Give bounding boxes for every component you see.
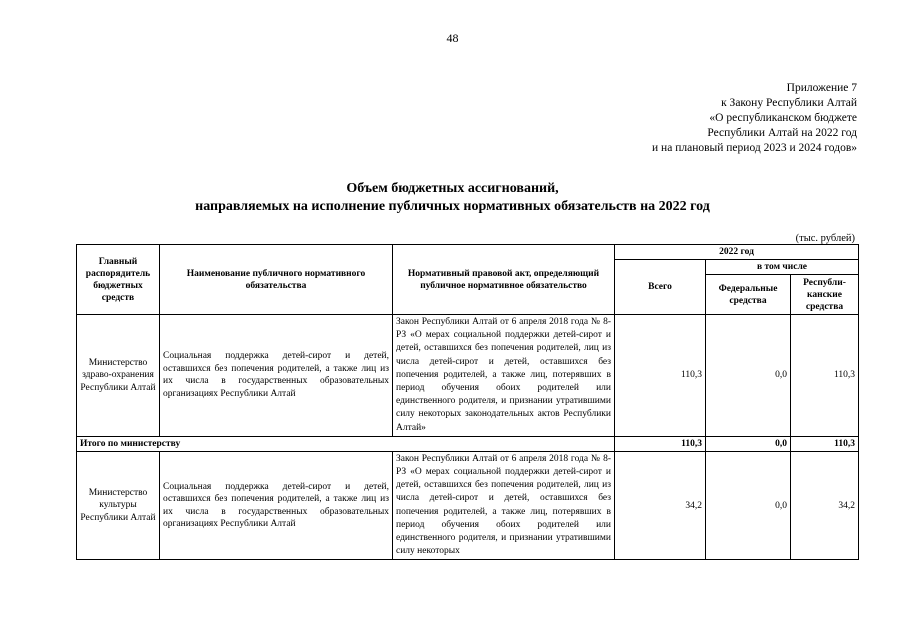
header-republic: Республи-канские средства bbox=[791, 275, 859, 315]
budget-table bbox=[76, 244, 859, 560]
header-law: Нормативный правовой акт, определяющий публичное нормативное обязательство bbox=[393, 245, 615, 315]
cell-law: Закон Республики Алтай от 6 апреля 2018 года № 8-РЗ «О мерах социальной поддержки детей-сирот и детей, оставшихся без попечения родителей, лиц из числа детей-сирот и детей, оставшихся без попечения родителей, а также лиц, потерявших в период обучения обоих родителей или единственного родителя, и признании утратившими силу некоторых законодательных актов Республики Алтай» bbox=[393, 315, 615, 437]
subtotal-total: 110,3 bbox=[615, 436, 706, 451]
subtotal-row bbox=[77, 436, 859, 451]
cell-total: 34,2 bbox=[615, 451, 706, 560]
header-federal: Федеральные средства bbox=[706, 275, 791, 315]
table-row bbox=[77, 315, 859, 437]
cell-republic: 34,2 bbox=[791, 451, 859, 560]
cell-org: Министерство культуры Республики Алтай bbox=[77, 451, 160, 560]
appendix-line: Республики Алтай на 2022 год bbox=[707, 127, 857, 139]
header-org: Главный распорядитель бюджетных средств bbox=[77, 245, 160, 315]
cell-federal: 0,0 bbox=[706, 451, 791, 560]
subtotal-label: Итого по министерству bbox=[77, 436, 615, 451]
appendix-line: и на плановый период 2023 и 2024 годов» bbox=[652, 142, 857, 154]
header-including: в том числе bbox=[706, 260, 859, 275]
subtotal-federal: 0,0 bbox=[706, 436, 791, 451]
cell-law: Закон Республики Алтай от 6 апреля 2018 года № 8-РЗ «О мерах социальной поддержки детей-сирот и детей, оставшихся без попечения родителей, лиц из числа детей-сирот и детей, оставшихся без попечения родителей, а также лиц, потерявших в период обучения обоих родителей или единственного родителя, и признании утратившими силу некоторых bbox=[393, 451, 615, 560]
table-header bbox=[77, 245, 859, 315]
units-label: (тыс. рублей) bbox=[795, 233, 855, 244]
cell-federal: 0,0 bbox=[706, 315, 791, 437]
subtotal-republic: 110,3 bbox=[791, 436, 859, 451]
header-total: Всего bbox=[615, 260, 706, 315]
cell-total: 110,3 bbox=[615, 315, 706, 437]
header-year: 2022 год bbox=[615, 245, 859, 260]
cell-obligation: Социальная поддержка детей-сирот и детей, оставшихся без попечения родителей, а также лиц из их числа в государственных образовательных организациях Республики Алтай bbox=[160, 451, 393, 560]
appendix-line: Приложение 7 bbox=[786, 82, 857, 94]
appendix-line: «О республиканском бюджете bbox=[709, 112, 857, 124]
title-line: направляемых на исполнение публичных нормативных обязательств на 2022 год bbox=[195, 199, 710, 214]
cell-org: Министерство здраво-охранения Республики Алтай bbox=[77, 315, 160, 437]
cell-obligation: Социальная поддержка детей-сирот и детей, оставшихся без попечения родителей, а также лиц из их числа в государственных образовательных организациях Республики Алтай bbox=[160, 315, 393, 437]
page-number: 48 bbox=[446, 31, 459, 45]
header-obligation: Наименование публичного нормативного обязательства bbox=[160, 245, 393, 315]
cell-republic: 110,3 bbox=[791, 315, 859, 437]
table-row bbox=[77, 451, 859, 560]
document-title bbox=[0, 180, 905, 216]
title-line: Объем бюджетных ассигнований, bbox=[346, 181, 559, 196]
appendix-line: к Закону Республики Алтай bbox=[721, 97, 857, 109]
appendix-reference bbox=[652, 81, 857, 156]
